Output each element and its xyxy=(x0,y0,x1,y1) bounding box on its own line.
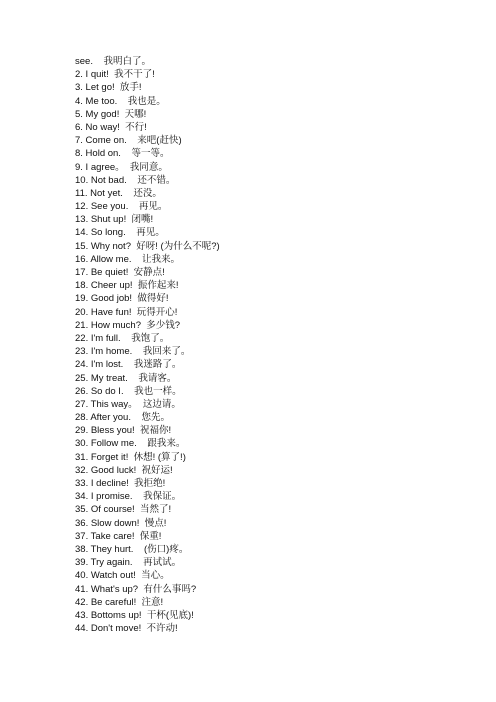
phrase-line: 36. Slow down! 慢点! xyxy=(75,517,167,529)
phrase-line: 38. They hurt. (伤口)疼。 xyxy=(75,543,189,555)
phrase-line: 28. After you. 您先。 xyxy=(75,412,171,424)
phrase-line: 39. Try again. 再试试。 xyxy=(75,557,182,569)
phrase-line: 15. Why not? 好呀! (为什么不呢?) xyxy=(75,240,220,252)
phrase-line: 18. Cheer up! 振作起来! xyxy=(75,280,179,292)
phrase-line: 24. I'm lost. 我迷路了。 xyxy=(75,359,182,371)
phrase-line: 22. I'm full. 我饱了。 xyxy=(75,332,170,344)
phrase-line: 17. Be quiet! 安静点! xyxy=(75,267,165,278)
phrase-line: 27. This way。 这边请。 xyxy=(75,398,181,410)
phrase-line: 3. Let go! 放手! xyxy=(75,82,142,94)
phrase-line: 34. I promise. 我保证。 xyxy=(75,491,182,503)
phrase-line: 13. Shut up! 闭嘴! xyxy=(75,214,154,226)
phrase-line: 11. Not yet. 还没。 xyxy=(75,187,162,199)
phrase-line: 25. My treat. 我请客。 xyxy=(75,372,177,384)
phrase-line: 30. Follow me. 跟我来。 xyxy=(75,438,186,450)
phrase-line: see. 我明白了。 xyxy=(75,56,152,67)
phrase-line: 8. Hold on. 等一等。 xyxy=(75,148,170,160)
phrase-line: 40. Watch out! 当心。 xyxy=(75,570,170,582)
phrase-list xyxy=(75,55,220,635)
phrase-line: 5. My god! 天哪! xyxy=(75,108,147,120)
phrase-line: 35. Of course! 当然了! xyxy=(75,504,172,516)
phrase-line: 10. Not bad. 还不错。 xyxy=(75,174,176,186)
phrase-line: 43. Bottoms up! 干杯(见底)! xyxy=(75,609,194,621)
phrase-line: 37. Take care! 保重! xyxy=(75,530,162,542)
phrase-line: 6. No way! 不行! xyxy=(75,121,147,133)
phrase-line: 23. I'm home. 我回来了。 xyxy=(75,346,191,358)
phrase-line: 12. See you. 再见。 xyxy=(75,201,168,213)
phrase-line: 33. I decline! 我拒绝! xyxy=(75,478,166,489)
phrase-line: 14. So long. 再见。 xyxy=(75,227,165,239)
phrase-line: 41. What's up? 有什么事吗? xyxy=(75,583,197,595)
phrase-line: 2. I quit! 我不干了! xyxy=(75,69,155,81)
phrase-line: 19. Good job! 做得好! xyxy=(75,293,169,305)
phrase-line: 44. Don't move! 不许动! xyxy=(75,623,178,635)
phrase-line: 9. I agree。 我同意。 xyxy=(75,161,168,173)
phrase-line: 32. Good luck! 祝好运! xyxy=(75,464,173,476)
phrase-line: 26. So do I. 我也一样。 xyxy=(75,385,182,397)
phrase-line: 20. Have fun! 玩得开心! xyxy=(75,306,178,318)
phrase-line: 42. Be careful! 注意! xyxy=(75,596,164,608)
phrase-line: 7. Come on. 来吧(赶快) xyxy=(75,135,182,147)
phrase-line: 4. Me too. 我也是。 xyxy=(75,95,166,107)
phrase-line: 16. Allow me. 让我来。 xyxy=(75,253,181,265)
phrase-line: 29. Bless you! 祝福你! xyxy=(75,425,172,437)
phrase-line: 31. Forget it! 休想! (算了!) xyxy=(75,451,186,463)
phrase-line: 21. How much? 多少钱? xyxy=(75,319,181,331)
